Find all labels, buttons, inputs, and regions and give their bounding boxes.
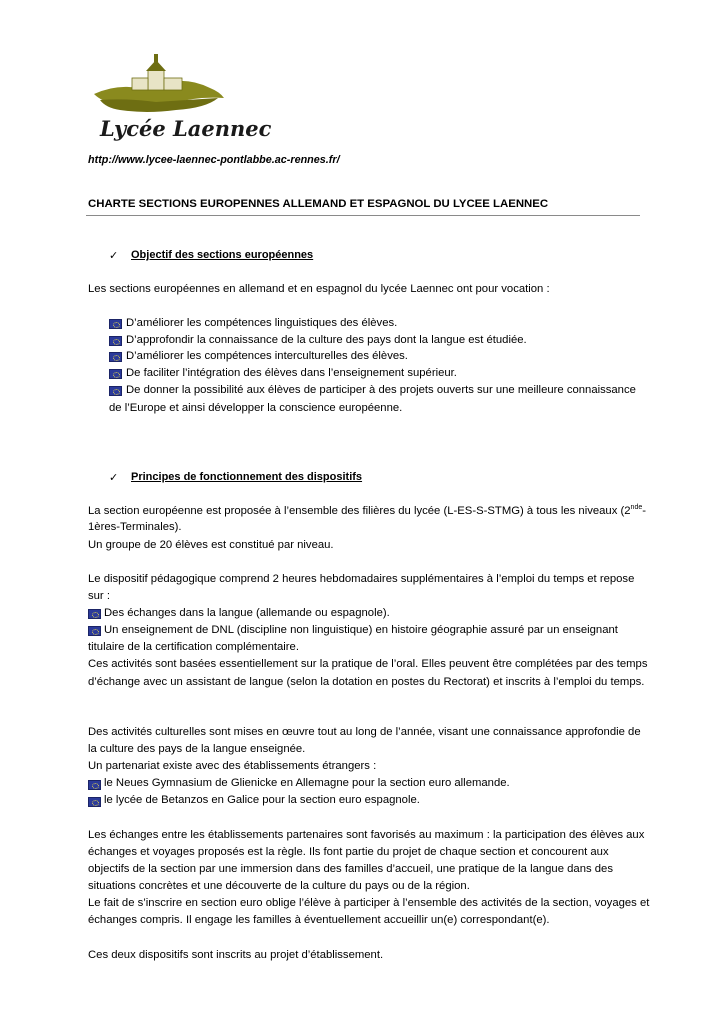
section1-intro: Les sections européennes en allemand et en espagnol du lycée Laennec ont pour vocation : bbox=[88, 283, 550, 295]
logo-text: Lycée Laennec bbox=[100, 116, 272, 141]
checkmark-icon: ✓ bbox=[109, 250, 119, 262]
eu-flag-icon bbox=[109, 336, 122, 346]
eu-flag-icon bbox=[109, 369, 122, 379]
list-item: D’approfondir la connaissance de la culture des pays dont la langue est étudiée. bbox=[126, 334, 527, 346]
paragraph-line: La section européenne est proposée à l’ensemble des filières du lycée (L-ES-S-STMG) à tous les niveaux (2nde- bbox=[88, 504, 646, 517]
paragraph-line: Le fait de s’inscrire en section euro oblige l’élève à participer à l’ensemble des activités de la section, voyages et bbox=[88, 897, 650, 909]
eu-flag-icon bbox=[109, 352, 122, 362]
paragraph-line: la culture des pays de la langue enseignée. bbox=[88, 743, 306, 755]
paragraph-line: 1ères-Terminales). bbox=[88, 521, 182, 533]
section2-heading: Principes de fonctionnement des dispositifs bbox=[131, 471, 363, 483]
paragraph-line: Un groupe de 20 élèves est constitué par niveau. bbox=[88, 539, 334, 551]
eu-flag-icon bbox=[88, 609, 101, 619]
paragraph-line: Un partenariat existe avec des établissements étrangers : bbox=[88, 760, 377, 772]
list-item: D’améliorer les compétences interculturelles des élèves. bbox=[126, 350, 408, 362]
paragraph-line: Des activités culturelles sont mises en œuvre tout au long de l’année, visant une connaissance approfondie de bbox=[88, 726, 641, 738]
paragraph-line: objectifs de la section par une immersion dans des familles d’accueil, une pratique de la langue dans des bbox=[88, 863, 613, 875]
list-item-continuation: titulaire de la certification complémentaire. bbox=[88, 641, 299, 653]
paragraph-line: Les échanges entre les établissements partenaires sont favorisés au maximum : la participation des élèves aux bbox=[88, 829, 645, 841]
section1-heading: Objectif des sections européennes bbox=[131, 249, 314, 261]
paragraph-line: Le dispositif pédagogique comprend 2 heures hebdomadaires supplémentaires à l’emploi du temps et repose bbox=[88, 573, 635, 585]
document-title: CHARTE SECTIONS EUROPENNES ALLEMAND ET ESPAGNOL DU LYCEE LAENNEC bbox=[88, 198, 549, 210]
list-item: De faciliter l’intégration des élèves dans l’enseignement supérieur. bbox=[126, 367, 457, 379]
paragraph-line: Ces deux dispositifs sont inscrits au projet d’établissement. bbox=[88, 949, 384, 961]
paragraph-line: d’échange avec un assistant de langue (selon la dotation en postes du Rectorat) et inscrits à l’emploi du temps. bbox=[88, 676, 645, 688]
paragraph-line: échanges et voyages proposés est la règle. Ils font partie du projet de chaque section et concourent aux bbox=[88, 846, 609, 858]
paragraph-line: échanges compris. Il engage les familles à éventuellement accueillir un(e) correspondant(e). bbox=[88, 914, 550, 926]
list-item: D’améliorer les compétences linguistiques des élèves. bbox=[126, 317, 398, 329]
eu-flag-icon bbox=[109, 386, 122, 396]
eu-flag-icon bbox=[88, 780, 101, 790]
title-divider bbox=[86, 215, 640, 216]
eu-flag-icon bbox=[109, 319, 122, 329]
website-url[interactable]: http://www.lycee-laennec-pontlabbe.ac-rennes.fr/ bbox=[88, 154, 340, 166]
list-item: le Neues Gymnasium de Glienicke en Allemagne pour la section euro allemande. bbox=[104, 777, 510, 789]
list-item-continuation: de l’Europe et ainsi développer la conscience européenne. bbox=[109, 402, 403, 414]
eu-flag-icon bbox=[88, 626, 101, 636]
lycee-laennec-logo bbox=[86, 48, 272, 141]
checkmark-icon: ✓ bbox=[109, 472, 119, 484]
paragraph-line: Ces activités sont basées essentiellement sur la pratique de l’oral. Elles peuvent être complétées par des temps bbox=[88, 658, 648, 670]
list-item: le lycée de Betanzos en Galice pour la section euro espagnole. bbox=[104, 794, 420, 806]
eu-flag-icon bbox=[88, 797, 101, 807]
paragraph-line: situations concrètes et une découverte de la culture du pays ou de la région. bbox=[88, 880, 470, 892]
list-item: Un enseignement de DNL (discipline non linguistique) en histoire géographie assuré par un enseignant bbox=[104, 624, 618, 636]
list-item: De donner la possibilité aux élèves de participer à des projets ouverts sur une meilleure connaissance bbox=[126, 384, 636, 396]
list-item: Des échanges dans la langue (allemande ou espagnole). bbox=[104, 607, 390, 619]
paragraph-line: sur : bbox=[88, 590, 110, 602]
